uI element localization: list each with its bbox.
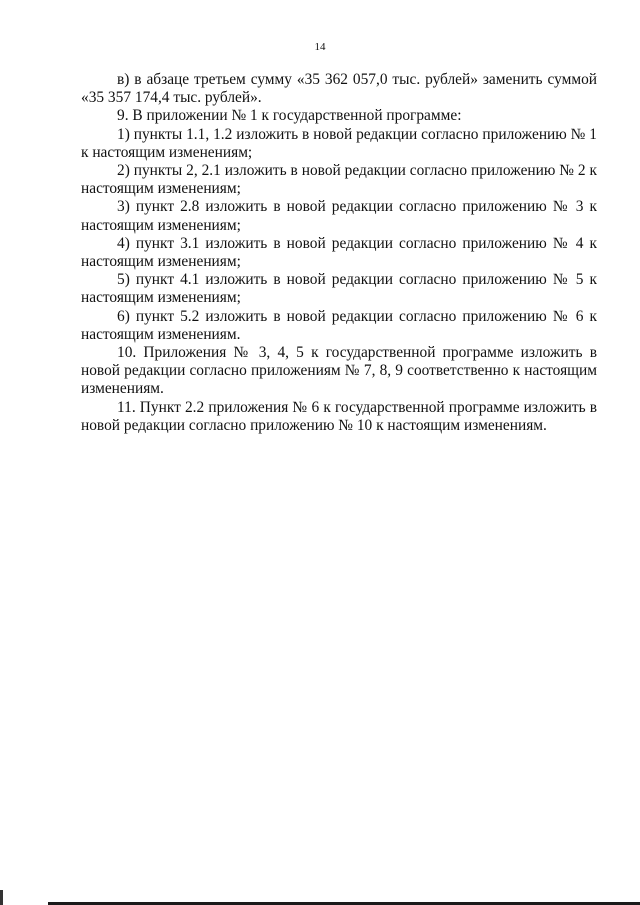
- scan-left-edge-mark: [0, 890, 3, 905]
- paragraph-item-9: 9. В приложении № 1 к государственной программе:: [117, 107, 462, 125]
- paragraph-subitem-4: 4) пункт 3.1 изложить в новой редакции согласно приложению № 4 к настоящим изменениям;: [81, 234, 597, 271]
- paragraph-item-11: 11. Пункт 2.2 приложения № 6 к государственной программе изложить в новой редакции согласно приложению № 10 к настоящим изменениям.: [81, 398, 597, 434]
- paragraph-item-10: 10. Приложения № 3, 4, 5 к государственной программе изложить в новой редакции согласно приложениям № 7, 8, 9 соответственно к настоящим изменениям.: [81, 344, 597, 398]
- paragraph-subitem-2: 2) пункты 2, 2.1 изложить в новой редакции согласно приложению № 2 к настоящим изменениям;: [81, 162, 597, 198]
- document-body: [81, 71, 597, 435]
- paragraph-subitem-3: 3) пункт 2.8 изложить в новой редакции согласно приложению № 3 к настоящим изменениям;: [81, 198, 597, 234]
- paragraph-amount-change: в) в абзаце третьем сумму «35 362 057,0 тыс. рублей» заменить суммой «35 357 174,4 тыс. рублей».: [81, 71, 597, 107]
- page-number: 14: [314, 41, 326, 53]
- paragraph-subitem-5: 5) пункт 4.1 изложить в новой редакции согласно приложению № 5 к настоящим изменениям;: [81, 271, 597, 307]
- paragraph-subitem-1: 1) пункты 1.1, 1.2 изложить в новой редакции согласно приложению № 1 к настоящим изменениям;: [81, 125, 597, 161]
- paragraph-subitem-6: 6) пункт 5.2 изложить в новой редакции согласно приложению № 6 к настоящим изменениям.: [81, 307, 597, 343]
